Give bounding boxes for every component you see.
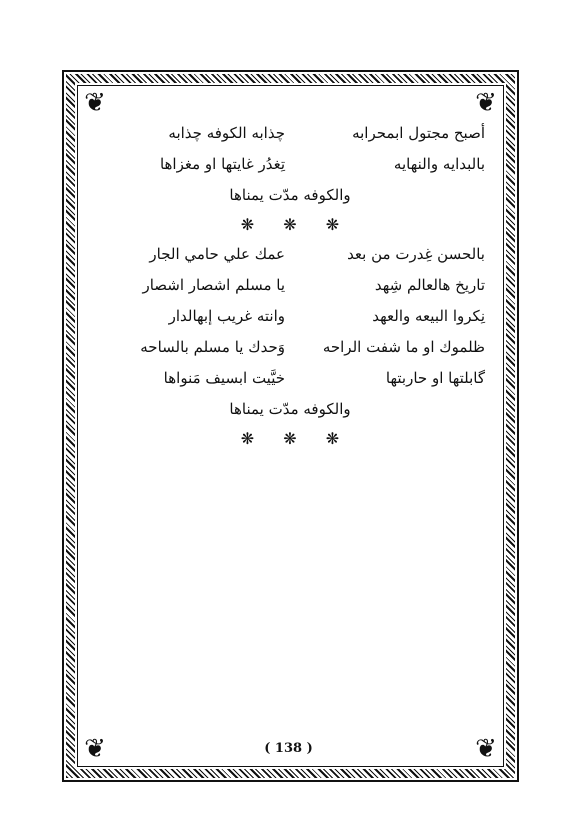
poem-body (95, 118, 485, 453)
corner-ornament-icon: ❦ (84, 88, 106, 118)
verse-line (95, 363, 485, 394)
verse-second-hemistich: تِغدُر غايتها او مغزاها (159, 155, 285, 173)
verse-second-hemistich: يا مسلم اشصار اشصار (142, 276, 285, 294)
verse-line (95, 301, 485, 332)
verse-line (95, 270, 485, 301)
verse-first-hemistich: بالحسن غِدرت من بعد (347, 245, 485, 263)
verse-second-hemistich: عمك علي حامي الجار (149, 245, 285, 263)
verse-second-hemistich: چذابه الكوفه چذابه (168, 124, 285, 142)
corner-ornament-icon: ❦ (475, 88, 497, 118)
corner-ornament-icon: ❦ (475, 734, 497, 764)
verse-second-hemistich: وَحدك يا مسلم بالساحه (140, 338, 285, 356)
star-separator: ❋ ❋ ❋ (240, 429, 352, 448)
corner-ornament-icon: ❦ (84, 734, 106, 764)
page-number: ( 138 ) (264, 741, 313, 756)
verse-first-hemistich: ظلموك او ما شفت الراحه (322, 338, 485, 356)
verse-first-hemistich: گابلتها او حاربتها (385, 369, 485, 387)
verse-first-hemistich: تاريخ هالعالم شِهد (374, 276, 485, 294)
verse-line (95, 239, 485, 270)
verse-second-hemistich: وانته غريب إبهالدار (168, 307, 285, 325)
verse-second-hemistich: خيَّيت ابسيف مَنواها (163, 369, 285, 387)
verse-line (95, 149, 485, 180)
verse-first-hemistich: بالبدايه والنهايه (393, 155, 485, 173)
verse-first-hemistich: أصبح مجتول ابمحرابه (352, 124, 485, 142)
refrain-line: والكوفه مدّت يمناها (229, 400, 351, 418)
star-separator: ❋ ❋ ❋ (240, 215, 352, 234)
verse-line (95, 118, 485, 149)
verse-first-hemistich: نِكروا البيعه والعهد (372, 307, 485, 325)
refrain-line: والكوفه مدّت يمناها (229, 186, 351, 204)
verse-line (95, 332, 485, 363)
